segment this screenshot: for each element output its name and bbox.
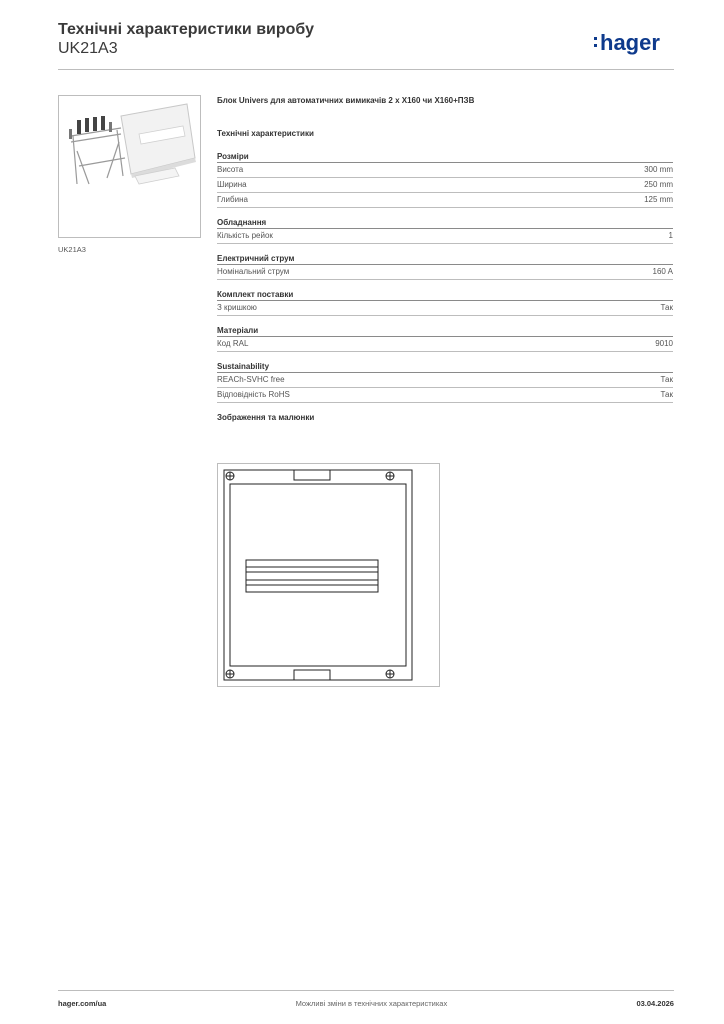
spec-label: Ширина bbox=[217, 180, 247, 189]
spec-value: Так bbox=[660, 303, 673, 312]
svg-text:hager: hager bbox=[600, 30, 660, 55]
group-title: Електричний струм bbox=[217, 254, 673, 265]
spec-label: Глибина bbox=[217, 195, 248, 204]
front-view-drawing bbox=[218, 464, 439, 686]
document-date: 03.04.2026 bbox=[636, 999, 674, 1008]
spec-row bbox=[217, 229, 673, 244]
spec-label: REACh-SVHC free bbox=[217, 375, 285, 384]
spec-label: Кількість рейок bbox=[217, 231, 273, 240]
group-title: Розміри bbox=[217, 152, 673, 163]
spec-group-delivery bbox=[217, 290, 673, 316]
product-code: UK21A3 bbox=[58, 40, 118, 57]
spec-value: 300 mm bbox=[644, 165, 673, 174]
spec-row bbox=[217, 265, 673, 280]
image-caption: UK21A3 bbox=[58, 245, 86, 254]
spec-label: Висота bbox=[217, 165, 244, 174]
spec-group-current bbox=[217, 254, 673, 280]
spec-row bbox=[217, 301, 673, 316]
spec-value: 125 mm bbox=[644, 195, 673, 204]
spec-label: Номінальний струм bbox=[217, 267, 290, 276]
hager-logo bbox=[592, 28, 672, 56]
spec-label: Код RAL bbox=[217, 339, 249, 348]
spec-value: 160 A bbox=[652, 267, 673, 276]
group-title: Обладнання bbox=[217, 218, 673, 229]
section-title: Технічні характеристики bbox=[217, 129, 314, 138]
spec-row bbox=[217, 193, 673, 208]
page-header bbox=[58, 20, 674, 70]
change-notice: Можливі зміни в технічних характеристиках bbox=[295, 999, 448, 1008]
spec-row bbox=[217, 163, 673, 178]
spec-group-sustainability bbox=[217, 362, 673, 403]
document-title: Технічні характеристики виробу bbox=[58, 21, 314, 38]
spec-value: 9010 bbox=[655, 339, 673, 348]
page-footer bbox=[58, 990, 674, 1008]
technical-drawing bbox=[217, 463, 440, 687]
spec-row bbox=[217, 337, 673, 352]
spec-group-materials bbox=[217, 326, 673, 352]
spec-value: 250 mm bbox=[644, 180, 673, 189]
spec-value: 1 bbox=[668, 231, 673, 240]
spec-group-equipment bbox=[217, 218, 673, 244]
spec-label: Відповідність RoHS bbox=[217, 390, 290, 399]
spec-row bbox=[217, 388, 673, 403]
website-link[interactable]: hager.com/ua bbox=[58, 999, 107, 1008]
group-title: Sustainability bbox=[217, 362, 673, 373]
distribution-block-image bbox=[59, 96, 202, 239]
drawings-title: Зображення та малюнки bbox=[217, 413, 315, 422]
spec-value: Так bbox=[660, 390, 673, 399]
product-photo bbox=[58, 95, 201, 238]
spec-group-dimensions bbox=[217, 152, 673, 208]
group-title: Матеріали bbox=[217, 326, 673, 337]
spec-label: З кришкою bbox=[217, 303, 257, 312]
group-title: Комплект поставки bbox=[217, 290, 673, 301]
product-name: Блок Univers для автоматичних вимикачів 2 x X160 чи X160+ПЗВ bbox=[217, 96, 475, 105]
spec-content bbox=[217, 96, 673, 422]
spec-row bbox=[217, 178, 673, 193]
spec-row bbox=[217, 373, 673, 388]
spec-value: Так bbox=[660, 375, 673, 384]
